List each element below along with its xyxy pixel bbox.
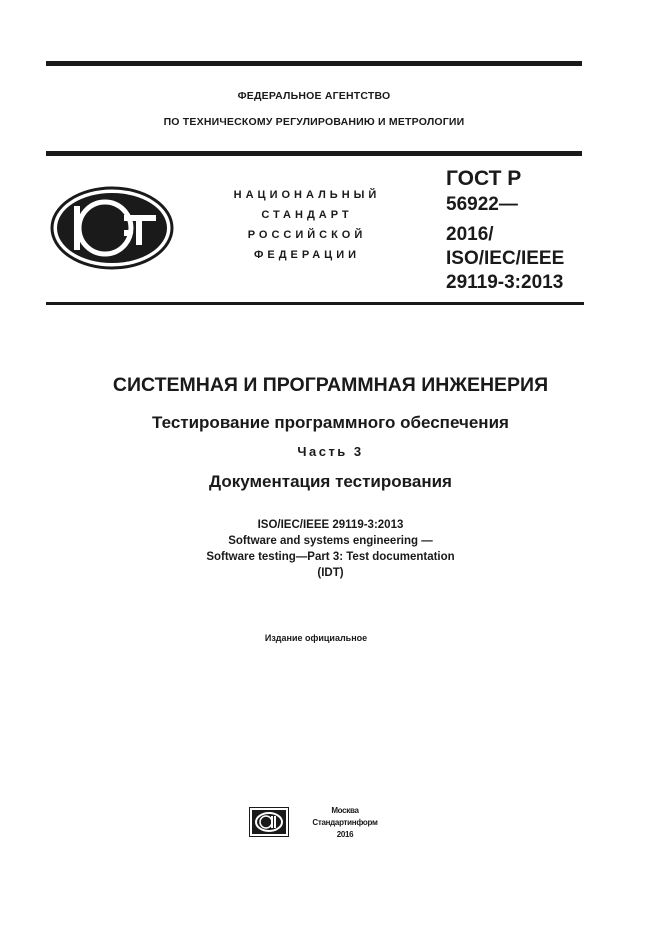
international-standard-line-4: (IDT) bbox=[317, 567, 344, 579]
document-subtitle: Тестирование программного обеспечения bbox=[152, 413, 509, 432]
designation-line-4: ISO/IEC/IEEE bbox=[446, 248, 565, 269]
publisher-year: 2016 bbox=[336, 830, 354, 839]
part-number: Часть 3 bbox=[297, 444, 364, 459]
national-standard-line-3: РОССИЙСКОЙ bbox=[247, 229, 367, 241]
international-standard-line-1: ISO/IEC/IEEE 29119-3:2013 bbox=[257, 519, 404, 531]
middle-rule bbox=[46, 151, 582, 156]
publisher-city: Москва bbox=[331, 806, 359, 815]
national-standard-line-1: НАЦИОНАЛЬНЫЙ bbox=[233, 189, 381, 201]
lower-rule bbox=[46, 302, 584, 305]
edition-label: Издание официальное bbox=[264, 633, 368, 643]
part-title: Документация тестирования bbox=[209, 472, 452, 491]
designation-line-3: 2016/ bbox=[446, 224, 494, 245]
agency-line-2: ПО ТЕХНИЧЕСКОМУ РЕГУЛИРОВАНИЮ И МЕТРОЛОГИИ bbox=[163, 116, 465, 128]
national-standard-line-4: ФЕДЕРАЦИИ bbox=[253, 249, 361, 261]
designation-line-1: ГОСТ Р bbox=[446, 167, 522, 190]
agency-line-1: ФЕДЕРАЛЬНОЕ АГЕНТСТВО bbox=[237, 90, 391, 102]
national-standard-line-2: СТАНДАРТ bbox=[261, 209, 353, 221]
top-rule bbox=[46, 61, 582, 66]
standartinform-logo-icon bbox=[249, 807, 289, 837]
designation-line-2: 56922— bbox=[446, 194, 518, 215]
publisher-name: Стандартинформ bbox=[312, 818, 378, 827]
document-title: СИСТЕМНАЯ И ПРОГРАММНАЯ ИНЖЕНЕРИЯ bbox=[112, 374, 549, 396]
designation-line-5: 29119-3:2013 bbox=[446, 272, 564, 293]
international-standard-line-2: Software and systems engineering — bbox=[228, 535, 433, 547]
international-standard-line-3: Software testing—Part 3: Test documentation bbox=[206, 551, 455, 563]
rst-certification-mark-icon bbox=[50, 186, 174, 270]
